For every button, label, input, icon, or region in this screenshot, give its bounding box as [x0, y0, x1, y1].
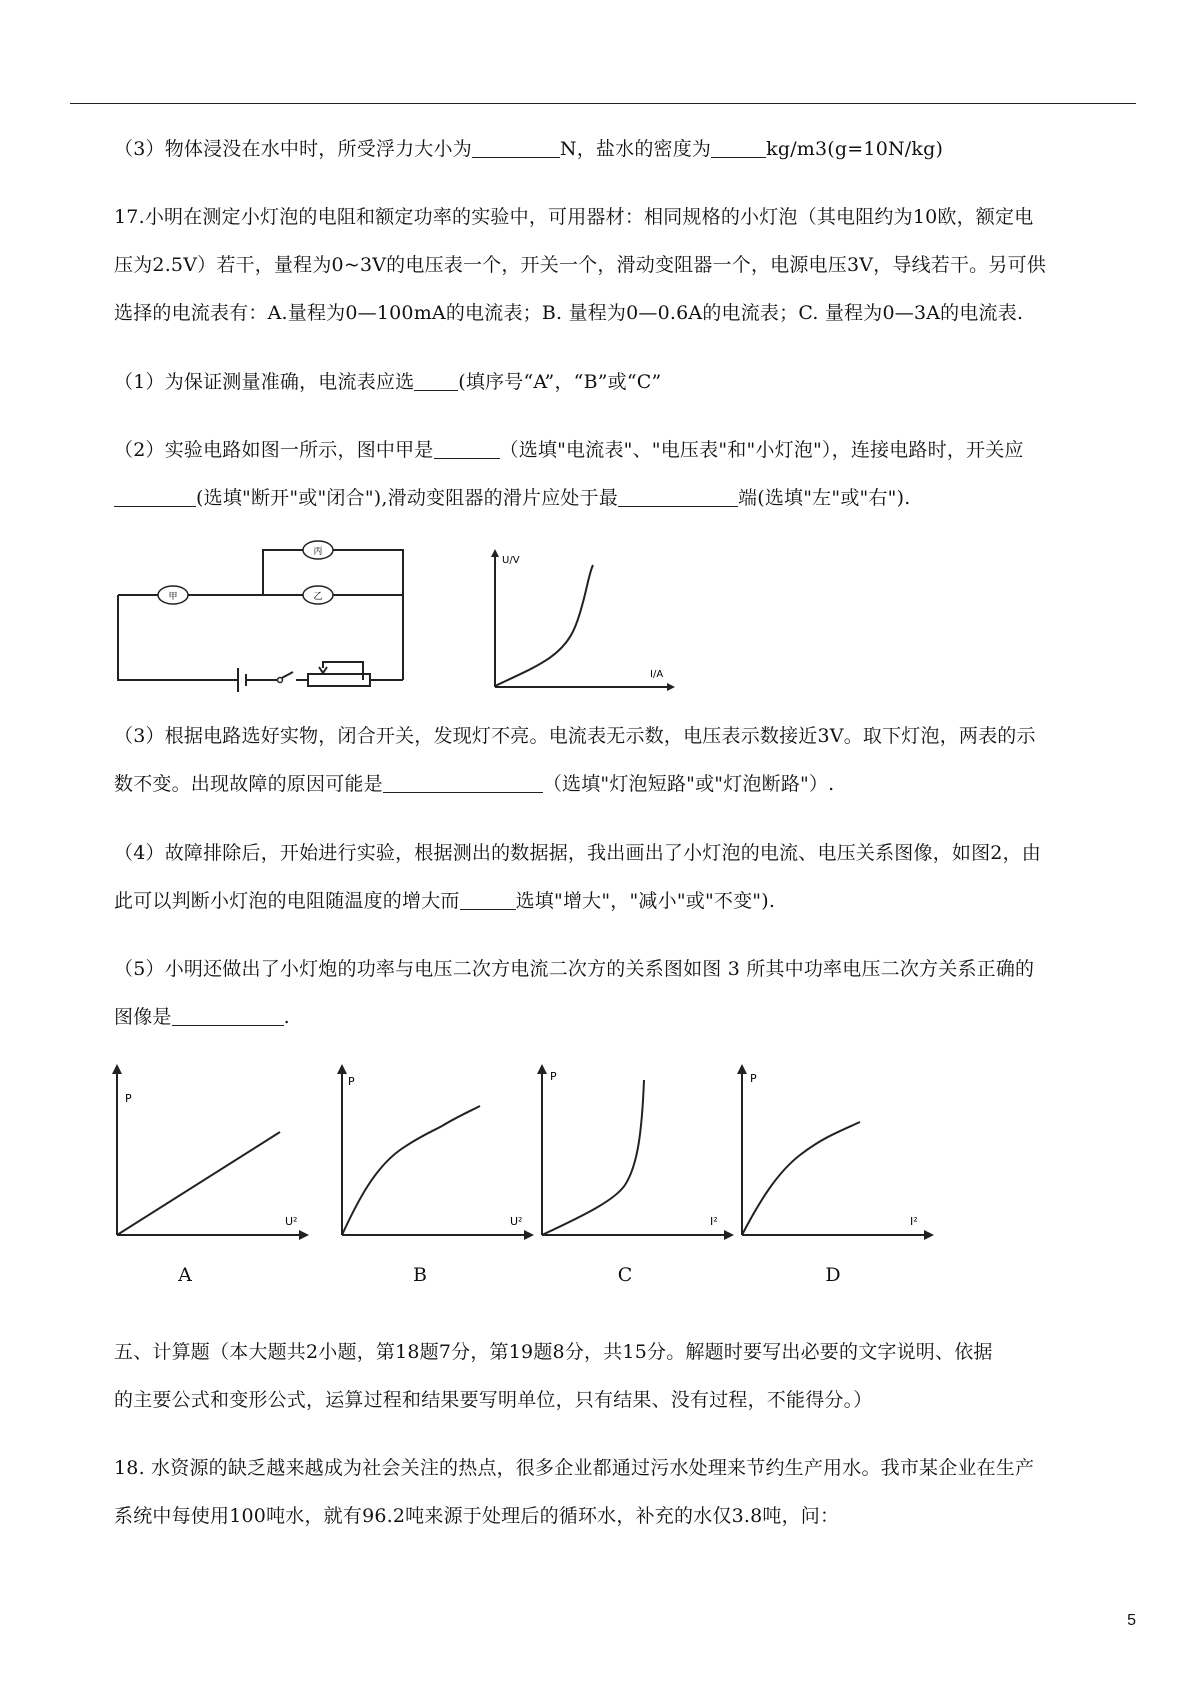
label-jia: 甲 [168, 592, 178, 602]
label-bing: 丙 [313, 547, 323, 557]
q18-line2: 系统中每使用100吨水，就有96.2吨来源于处理后的循环水，补充的水仅3.8吨，问： [114, 1505, 840, 1527]
graph-b-ylabel: P [348, 1075, 355, 1088]
answer-blank[interactable] [618, 484, 738, 507]
q17-sub4-line1: （4）故障排除后，开始进行实验，根据测出的数据据，我出画出了小灯泡的电流、电压关系图像，如图2，由 [114, 842, 1041, 864]
answer-blank[interactable] [114, 484, 196, 507]
graph-b-xlabel: U² [510, 1215, 523, 1228]
q17-sub5-line2: 图像是 . [114, 993, 1134, 1041]
q17-intro-line2: 压为2.5V）若干，量程为0~3V的电压表一个，开关一个，滑动变阻器一个，电源电压3V，导线若干。另可供 [114, 254, 1046, 276]
answer-blank[interactable] [460, 887, 516, 910]
label-yi: 乙 [313, 592, 323, 602]
circuit-diagram [108, 535, 418, 695]
graph2-xlabel: I/A [650, 669, 664, 680]
q17-intro-line1: 17.小明在测定小灯泡的电阻和额定功率的实验中，可用器材：相同规格的小灯泡（其电阻约为10欧，额定电 [114, 206, 1034, 228]
answer-blank[interactable] [472, 135, 560, 158]
q17-intro-line3: 选择的电流表有：A.量程为0—100mA的电流表；B. 量程为0—0.6A的电流表；C. 量程为0—3A的电流表. [114, 302, 1024, 324]
page-number: 5 [1127, 1612, 1136, 1629]
graph-c-xlabel: I² [710, 1215, 718, 1228]
graph-d-ylabel: P [750, 1072, 757, 1085]
graph-option-a [105, 1060, 310, 1245]
option-a-label: A [178, 1264, 192, 1286]
graph2-ylabel: U/V [502, 555, 520, 566]
q18-line1: 18. 水资源的缺乏越来越成为社会关注的热点，很多企业都通过污水处理来节约生产用水。我市某企业在生产 [114, 1457, 1035, 1479]
option-d-label: D [825, 1264, 841, 1286]
q16-part3: （3）物体浸没在水中时，所受浮力大小为 N，盐水的密度为 kg/m3(g=10N/kg) [114, 125, 1134, 173]
q17-sub1: （1）为保证测量准确，电流表应选 (填序号“A”，“B”或“C” [114, 358, 1134, 406]
q17-sub3-line1: （3）根据电路选好实物，闭合开关，发现灯不亮。电流表无示数，电压表示数接近3V。取下灯泡，两表的示 [114, 725, 1036, 747]
graph-option-b [330, 1060, 535, 1245]
ui-graph [485, 545, 685, 695]
graph-option-c [530, 1060, 735, 1245]
q17-sub5-line1: （5）小明还做出了小灯炮的功率与电压二次方电流二次方的关系图如图 3 所其中功率电压二次方关系正确的 [114, 958, 1035, 980]
option-b-label: B [413, 1264, 427, 1286]
graph-d-xlabel: I² [910, 1215, 918, 1228]
header-rule [70, 103, 1136, 104]
q17-sub2-line1: （2）实验电路如图一所示，图中甲是 （选填"电流表"、"电压表"和"小灯泡"），连接电路时，开关应 [114, 426, 1134, 474]
answer-blank[interactable] [414, 368, 458, 391]
q17-sub3-line2: 数不变。出现故障的原因可能是 （选填"灯泡短路"或"灯泡断路"）. [114, 760, 1134, 808]
graph-a-ylabel: P [125, 1092, 132, 1105]
q17-sub4-line2: 此可以判断小灯泡的电阻随温度的增大而 选填"增大"，"减小"或"不变"). [114, 877, 1134, 925]
answer-blank[interactable] [434, 436, 500, 459]
section5-line1: 五、计算题（本大题共2小题，第18题7分，第19题8分，共15分。解题时要写出必要的文字说明、依据 [114, 1341, 993, 1363]
option-c-label: C [617, 1264, 633, 1286]
answer-blank[interactable] [711, 135, 766, 158]
answer-blank[interactable] [383, 770, 543, 793]
q17-sub2-line2: (选填"断开"或"闭合"),滑动变阻器的滑片应处于最 端(选填"左"或"右"). [114, 474, 1134, 522]
graph-a-xlabel: U² [285, 1215, 298, 1228]
graph-c-ylabel: P [550, 1070, 557, 1083]
graph-option-d [730, 1060, 935, 1245]
answer-blank[interactable] [172, 1003, 284, 1026]
section5-line2: 的主要公式和变形公式，运算过程和结果要写明单位，只有结果、没有过程，不能得分。） [114, 1389, 873, 1411]
